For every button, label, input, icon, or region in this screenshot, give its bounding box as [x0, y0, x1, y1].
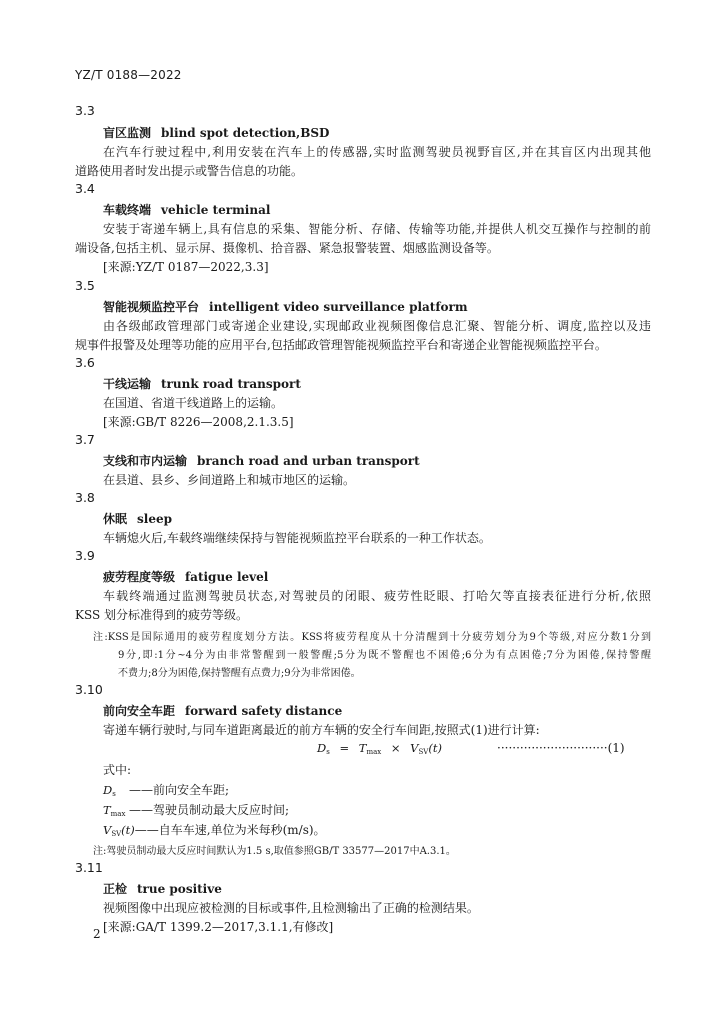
formula-arg: (t) [428, 741, 442, 755]
definition-line: 车辆熄火后,车载终端继续保持与智能视频监控平台联系的一种工作状态。 [103, 531, 491, 545]
definition-line: 视频图像中出现应被检测的目标或事件,且检测输出了正确的检测结果。 [103, 901, 479, 915]
term-zh: 休眠 [103, 512, 128, 526]
term-en: branch road and urban transport [197, 454, 420, 468]
term-zh: 支线和市内运输 [103, 454, 188, 468]
where-symbol-arg: (t) [121, 823, 135, 837]
clause-number: 3.6 [75, 355, 95, 370]
term-heading [103, 510, 172, 527]
term-heading [103, 880, 222, 897]
term-en: vehicle terminal [161, 203, 271, 217]
term-zh: 疲劳程度等级 [103, 570, 176, 584]
term-en: trunk road transport [161, 377, 301, 391]
page-number: 2 [93, 927, 101, 941]
where-symbol-sub: max [110, 810, 126, 818]
where-description: ——自车车速,单位为米每秒(m/s)。 [134, 823, 326, 837]
where-symbol [103, 783, 129, 798]
clause-number: 3.11 [75, 860, 103, 875]
definition-line: KSS 划分标准得到的疲劳等级。 [75, 608, 249, 622]
term-zh: 干线运输 [103, 377, 152, 391]
note-line: 注:驾驶员制动最大反应时间默认为1.5 s,取值参照GB/T 33577—2017中A.3.1。 [93, 846, 456, 857]
term-zh: 智能视频监控平台 [103, 300, 200, 314]
formula-lhs-sub: s [326, 748, 330, 756]
term-en: fatigue level [185, 570, 269, 584]
definition-line: 寄递车辆行驶时,与同车道距离最近的前方车辆的安全行车间距,按照式(1)进行计算: [103, 723, 540, 737]
definition-line: 端设备,包括主机、显示屏、摄像机、拾音器、紧急报警装置、烟感监测设备等。 [75, 241, 499, 255]
where-symbol-sub: s [112, 790, 116, 798]
formula-lhs: D [317, 741, 327, 755]
clause-number: 3.7 [75, 432, 95, 447]
definition-line: 安装于寄递车辆上,具有信息的采集、智能分析、存储、传输等功能,并提供人机交互操作与控制的前 [103, 222, 651, 236]
definition-line: 在汽车行驶过程中,利用安装在汽车上的传感器,实时监测驾驶员视野盲区,并在其盲区内出现其他 [103, 145, 651, 159]
where-symbol-sub: SV [111, 830, 122, 838]
where-symbol [103, 803, 129, 818]
clause-number: 3.8 [75, 490, 95, 505]
clause-number: 3.10 [75, 682, 103, 697]
note-line: 不费力;8分为困倦,保持警醒有点费力;9分为非常困倦。 [118, 668, 361, 679]
definition-line: 车载终端通过监测驾驶员状态,对驾驶员的闭眼、疲劳性眨眼、打哈欠等直接表征进行分析,依照 [103, 589, 651, 603]
term-heading [103, 375, 301, 392]
term-zh: 前向安全车距 [103, 704, 176, 718]
term-en: sleep [137, 512, 172, 526]
term-en: true positive [137, 882, 222, 896]
term-heading [103, 452, 420, 469]
term-heading [103, 298, 468, 315]
definition-line: 道路使用者时发出提示或警告信息的功能。 [75, 164, 304, 178]
formula-v: V [410, 741, 419, 755]
standard-code-header: YZ/T 0188—2022 [75, 68, 182, 82]
formula-t-sub: max [366, 748, 382, 756]
formula-t: T [358, 741, 367, 755]
source-reference: [来源:YZ/T 0187—2022,3.3] [103, 260, 269, 274]
where-item [103, 821, 326, 838]
term-heading [103, 201, 270, 218]
clause-number: 3.4 [75, 181, 95, 196]
where-intro: 式中: [103, 763, 132, 777]
where-symbol-main: D [103, 783, 113, 797]
where-symbol-main: T [103, 803, 111, 817]
clause-number: 3.5 [75, 278, 95, 293]
where-description: ——前向安全车距; [129, 783, 230, 797]
clause-number: 3.9 [75, 548, 95, 563]
term-en: intelligent video surveillance platform [209, 300, 468, 314]
definition-line: 由各级邮政管理部门或寄递企业建设,实现邮政业视频图像信息汇聚、智能分析、调度,监控以及违 [103, 319, 651, 333]
where-description: ——驾驶员制动最大反应时间; [129, 803, 290, 817]
source-reference: [来源:GA/T 1399.2—2017,3.1.1,有修改] [103, 920, 334, 934]
where-item [103, 801, 289, 818]
note-line: 9分,即:1分~4分为由非常警醒到一般警醒;5分为既不警醒也不困倦;6分为有点困倦;7分为困倦,保持警醒 [118, 650, 651, 661]
term-en: forward safety distance [185, 704, 343, 718]
formula-v-sub: SV [418, 748, 429, 756]
where-item [103, 781, 229, 798]
term-heading [103, 124, 329, 141]
term-zh: 盲区监测 [103, 126, 152, 140]
clause-number: 3.3 [75, 103, 95, 118]
where-symbol [103, 823, 135, 837]
definition-line: 在国道、省道干线道路上的运输。 [103, 396, 284, 410]
source-reference: [来源:GB/T 8226—2008,2.1.3.5] [103, 415, 294, 429]
term-zh: 车载终端 [103, 203, 152, 217]
definition-line: 规事件报警及处理等功能的应用平台,包括邮政管理智能视频监控平台和寄递企业智能视频监控平台。 [75, 338, 607, 352]
term-zh: 正检 [103, 882, 128, 896]
formula [317, 741, 442, 756]
note-line: 注:KSS是国际通用的疲劳程度划分方法。KSS将疲劳程度从十分清醒到十分疲劳划分为9个等级,对应分数1分到 [93, 632, 651, 643]
term-en: blind spot detection,BSD [161, 126, 330, 140]
formula-number: ·····························(1) [497, 741, 625, 755]
formula-equals: = [339, 741, 350, 755]
term-heading [103, 702, 342, 719]
term-heading [103, 568, 268, 585]
definition-line: 在县道、县乡、乡间道路上和城市地区的运输。 [103, 473, 356, 487]
formula-times: × [390, 741, 401, 755]
where-symbol-main: V [103, 823, 112, 837]
